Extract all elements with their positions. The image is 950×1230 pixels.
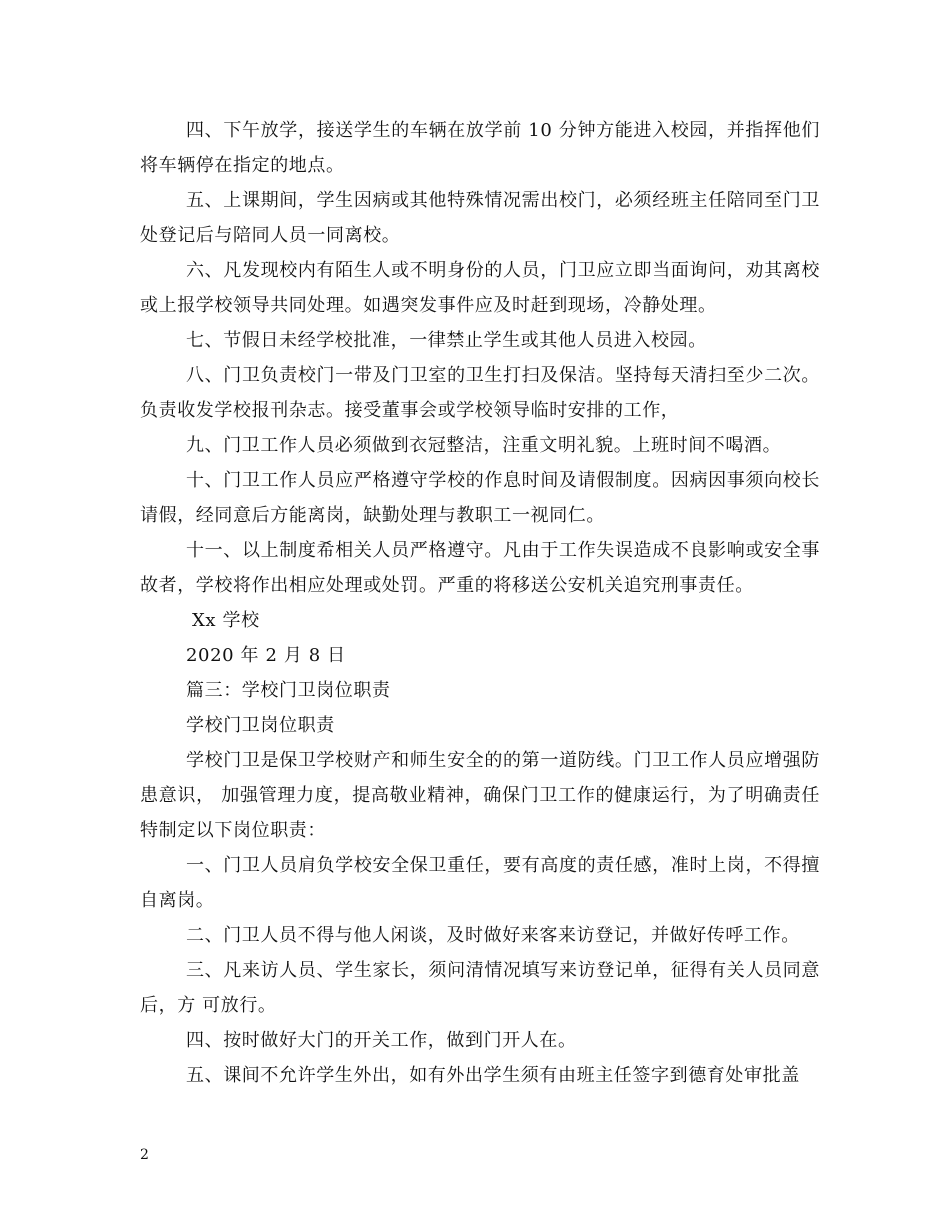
paragraph: 三、凡来访人员、学生家长，须问清情况填写来访登记单，征得有关人员同意后，方 可放行。 [140, 960, 820, 1016]
signature-school: Xx 学校 [192, 610, 260, 631]
paragraph: 学校门卫是保卫学校财产和师生安全的的第一道防线。门卫工作人员应增强防患意识， 加强管理力度，提高敬业精神，确保门卫工作的健康运行，为了明确责任特制定以下岗位职责： [140, 750, 820, 841]
paragraph: 五、上课期间，学生因病或其他特殊情况需出校门，必须经班主任陪同至门卫处登记后与陪同人员一同离校。 [140, 190, 820, 246]
section-heading: 篇三：学校门卫岗位职责 [186, 680, 391, 701]
signature-date: 2020 年 2 月 8 日 [186, 645, 346, 666]
page-number: 2 [140, 1147, 149, 1163]
paragraph: 二、门卫人员不得与他人闲谈，及时做好来客来访登记，并做好传呼工作。 [186, 925, 800, 946]
paragraph: 四、按时做好大门的开关工作，做到门开人在。 [186, 1030, 577, 1051]
paragraph: 九、门卫工作人员必须做到衣冠整洁，注重文明礼貌。上班时间不喝酒。 [186, 435, 782, 456]
paragraph: 八、门卫负责校门一带及门卫室的卫生打扫及保洁。坚持每天清扫至少二次。负责收发学校报刊杂志。接受董事会或学校领导临时安排的工作， [140, 365, 820, 421]
section-title: 学校门卫岗位职责 [186, 715, 335, 736]
paragraph: 五、课间不允许学生外出，如有外出学生须有由班主任签字到德育处审批盖 [186, 1065, 800, 1086]
paragraph: 十、门卫工作人员应严格遵守学校的作息时间及请假制度。因病因事须向校长请假，经同意后方能离岗，缺勤处理与教职工一视同仁。 [140, 470, 820, 526]
paragraph: 六、凡发现校内有陌生人或不明身份的人员，门卫应立即当面询问，劝其离校或上报学校领导共同处理。如遇突发事件应及时赶到现场，冷静处理。 [140, 260, 820, 316]
paragraph: 七、节假日未经学校批准，一律禁止学生或其他人员进入校园。 [186, 330, 707, 351]
paragraph: 四、下午放学，接送学生的车辆在放学前 10 分钟方能进入校园，并指挥他们将车辆停在指定的地点。 [140, 120, 820, 176]
paragraph: 一、门卫人员肩负学校安全保卫重任，要有高度的责任感，准时上岗，不得擅自离岗。 [140, 855, 820, 911]
paragraph: 十一、以上制度希相关人员严格遵守。凡由于工作失误造成不良影响或安全事故者，学校将作出相应处理或处罚。严重的将移送公安机关追究刑事责任。 [140, 540, 820, 596]
body-text [140, 113, 820, 1093]
